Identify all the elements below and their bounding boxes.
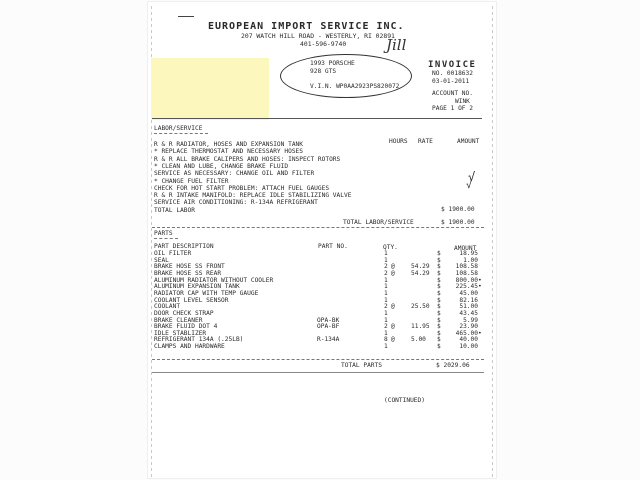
part-unit-price: 11.95 [411,323,430,331]
page-indicator: PAGE 1 OF 2 [432,105,473,112]
part-description: COOLANT LEVEL SENSOR [154,296,229,304]
parts-section-title: PARTS [154,230,173,237]
part-qty: 1 [384,283,388,291]
part-at: @ [391,303,395,311]
labor-section-title: LABOR/SERVICE [154,125,203,132]
part-amount: 43.45 [459,309,478,317]
part-qty: 1 [384,296,388,304]
part-description: REFRIGERANT 134A (.25LB) [154,336,244,344]
part-amount: 40.00 [459,336,478,344]
part-number: OPA-BF [317,323,340,331]
part-qty: 1 [384,276,388,284]
header-divider [152,118,482,119]
part-description: IDLE STABLIZER [154,329,207,337]
part-amount: 45.00 [459,289,478,297]
check-mark: √ [466,180,473,191]
currency-symbol: $ [437,269,441,277]
part-mark: • [478,329,482,337]
vehicle-model: 1993 PORSCHE [310,60,355,67]
part-amount: 18.95 [459,250,478,257]
check-mark: √ [468,170,476,184]
part-amount: 51.00 [459,303,478,311]
parts-col-partno: PART NO. [318,243,348,250]
currency-symbol: $ [437,329,441,337]
part-at: @ [391,269,395,277]
labor-col-amount: AMOUNT [457,138,480,145]
parts-col-qty: QTY. [383,244,398,251]
part-qty: 1 [384,316,388,324]
part-row [0,343,640,350]
part-qty: 1 [384,309,388,317]
parts-col-desc: PART DESCRIPTION [154,243,214,250]
tractor-perforation-right [492,6,493,480]
part-qty: 1 [384,250,388,257]
total-labor-service-label: TOTAL LABOR/SERVICE [343,219,414,226]
total-parts-label: TOTAL PARTS [341,362,382,369]
parts-divider [152,359,484,361]
part-description: CLAMPS AND HARDWARE [154,343,225,351]
labor-col-hours: HOURS [389,138,408,145]
part-description: BRAKE HOSE SS FRONT [154,263,225,271]
part-amount: 1.00 [463,256,478,264]
vehicle-vin: V.I.N. WP0AA2923PS820072 [310,83,400,90]
labor-line: * REPLACE THERMOSTAT AND NECESSARY HOSES [154,148,304,156]
currency-symbol: $ [437,289,441,297]
currency-symbol: $ [437,316,441,324]
part-amount: 465.00 [455,329,478,337]
part-qty: 1 [384,289,388,297]
total-labor-amount: $ 1900.00 [441,206,475,213]
part-at: @ [391,263,395,271]
currency-symbol: $ [437,256,441,264]
labor-line: CHECK FOR HOT START PROBLEM: ATTACH FUEL GAUGES [154,184,330,192]
currency-symbol: $ [437,323,441,331]
currency-symbol: $ [437,263,441,271]
part-qty: 2 [384,303,388,311]
part-qty: 1 [384,329,388,337]
part-number: OPA-BK [317,316,340,324]
part-description: RADIATOR CAP WITH TEMP GAUGE [154,289,259,297]
invoice-title: INVOICE [428,60,477,70]
account-label: ACCOUNT NO. [432,90,473,97]
vehicle-trim: 928 GTS [310,68,337,75]
part-unit-price: 5.00 [411,336,426,344]
currency-symbol: $ [437,250,441,257]
part-amount: 108.58 [455,269,478,277]
labor-line: * CLEAN AND LUBE, CHANGE BRAKE FLUID [154,162,289,170]
part-description: BRAKE HOSE SS REAR [154,269,222,277]
signature: Jill [386,36,407,54]
part-qty: 8 [384,336,388,344]
part-mark: • [478,276,482,284]
part-qty: 2 [384,263,388,271]
parts-col-amount: AMOUNT [454,245,477,252]
company-phone: 401-596-9740 [300,40,347,48]
labor-line: SERVICE AS NECESSARY: CHANGE OIL AND FILTER [154,170,315,178]
part-amount: 10.00 [459,343,478,351]
part-unit-price: 54.29 [411,263,430,271]
invoice-date: 03-01-2011 [432,78,470,85]
labor-line: R & R RADIATOR, HOSES AND EXPANSION TANK [154,141,304,148]
part-description: ALUMINUM EXPANSION TANK [154,283,240,291]
labor-line: R & R INTAKE MANIFOLD: REPLACE IDLE STABILIZING VALVE [154,192,352,200]
currency-symbol: $ [437,303,441,311]
part-number: R-134A [317,336,340,344]
part-amount: 82.16 [459,296,478,304]
parts-total-divider [152,372,484,373]
labor-title-underline [154,133,208,135]
continued-note: (CONTINUED) [384,397,425,404]
part-amount: 5.99 [463,316,478,324]
part-qty: 1 [384,343,388,351]
company-name: EUROPEAN IMPORT SERVICE INC. [208,21,405,32]
part-description: ALUMINUM RADIATOR WITHOUT COOLER [154,276,274,284]
corner-mark [178,16,194,17]
labor-line: SERVICE AIR CONDITIONING: R-134A REFRIGERANT [154,199,318,207]
part-unit-price: 54.29 [411,269,430,277]
highlight-mark [151,58,269,120]
labor-col-rate: RATE [418,138,433,145]
part-description: COOLANT [154,303,181,311]
company-address: 207 WATCH HILL ROAD - WESTERLY, RI 02891 [241,32,395,40]
part-description: BRAKE CLEANER [154,316,203,324]
part-qty: 1 [384,256,388,264]
invoice-number: NO. 0018632 [432,70,473,77]
part-amount: 23.90 [459,323,478,331]
part-unit-price: 25.50 [411,303,430,311]
labor-line: R & R ALL BRAKE CALIPERS AND HOSES: INSPECT ROTORS [154,155,341,163]
parts-title-underline [154,238,178,240]
labor-line: TOTAL LABOR [154,206,195,214]
part-amount: 108.58 [455,263,478,271]
part-description: SEAL [154,256,169,264]
account-number: WINK [455,98,470,105]
labor-line: * CHANGE FUEL FILTER [154,177,229,185]
part-description: DOOR CHECK STRAP [154,309,214,317]
currency-symbol: $ [437,276,441,284]
part-qty: 2 [384,323,388,331]
total-parts-amount: $ 2029.06 [436,362,470,369]
part-at: @ [391,323,395,331]
part-amount: 225.45 [455,283,478,291]
part-mark: • [478,283,482,291]
currency-symbol: $ [437,336,441,344]
part-amount: 800.00 [455,276,478,284]
total-labor-service-amount: $ 1900.00 [441,219,475,226]
currency-symbol: $ [437,309,441,317]
currency-symbol: $ [437,283,441,291]
part-description: BRAKE FLUID DOT 4 [154,323,218,331]
part-qty: 2 [384,269,388,277]
part-description: OIL FILTER [154,250,192,257]
currency-symbol: $ [437,296,441,304]
currency-symbol: $ [437,343,441,351]
labor-divider [152,227,484,229]
part-at: @ [391,336,395,344]
